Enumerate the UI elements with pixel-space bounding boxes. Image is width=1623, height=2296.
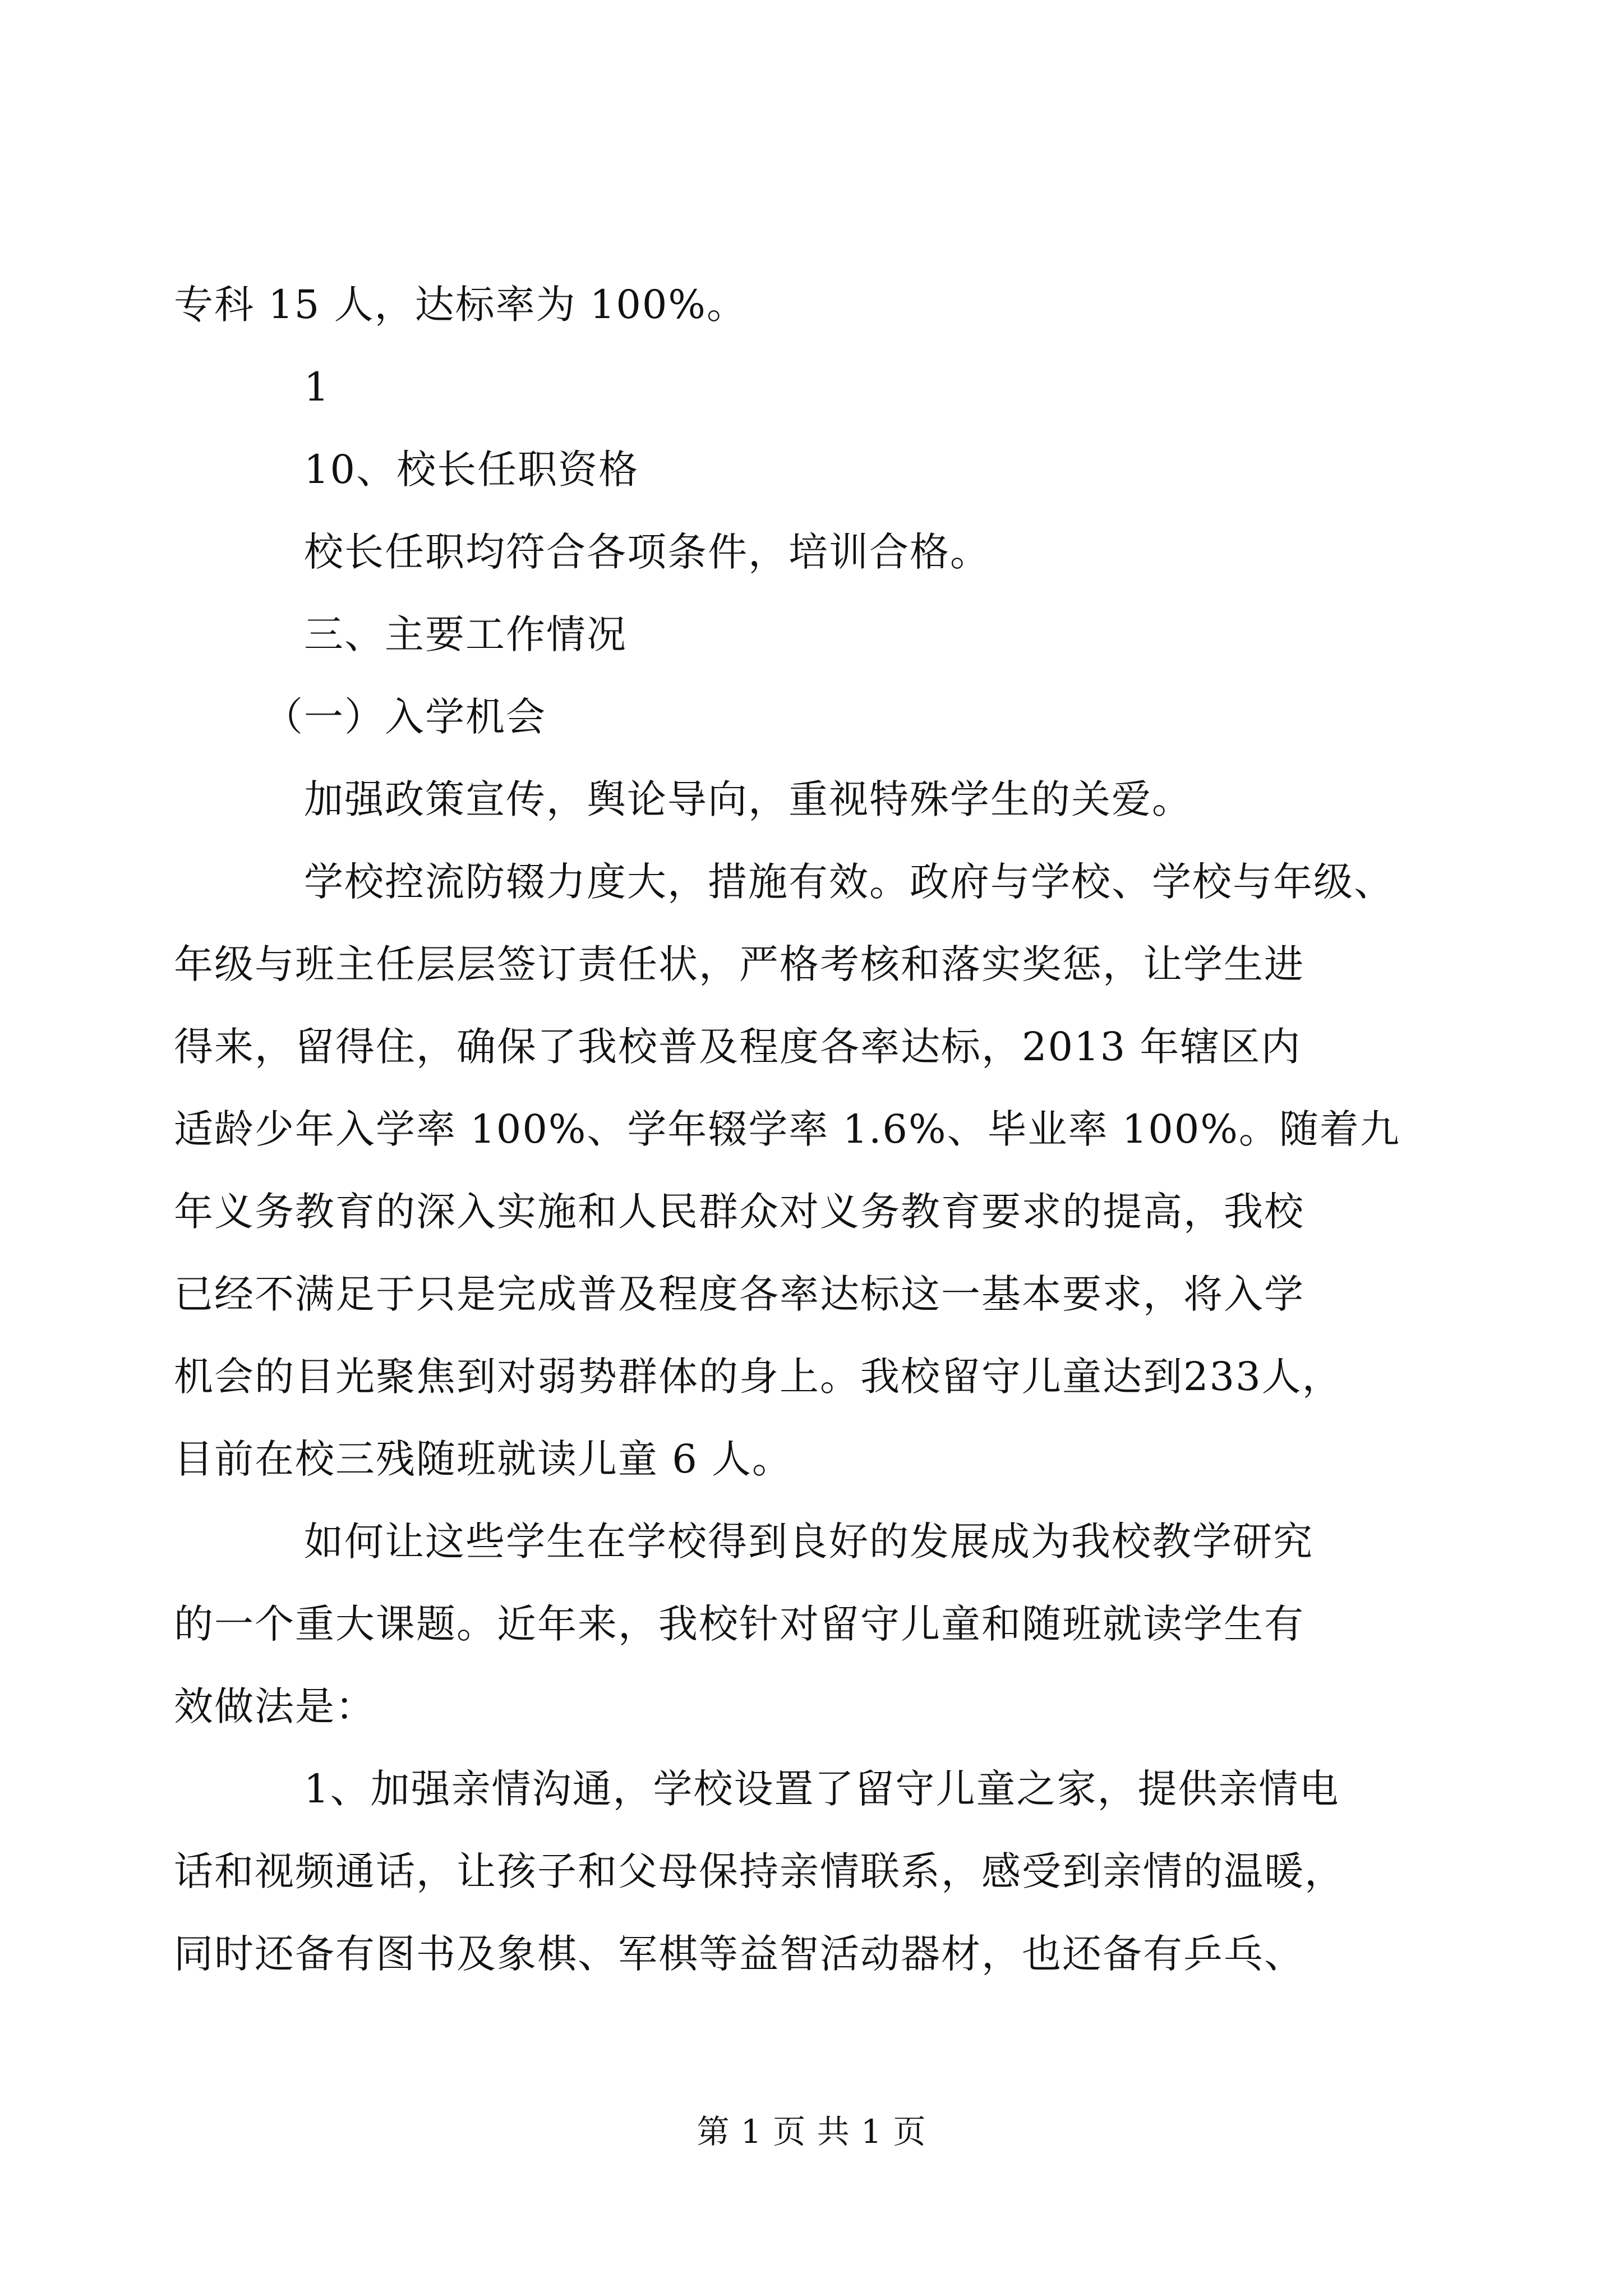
paragraph-family-communication-line-3: 同时还备有图书及象棋、军棋等益智活动器材，也还备有乒乓、 (174, 1931, 1304, 1977)
paragraph-family-communication-line-1: 1、加强亲情沟通，学校设置了留守儿童之家，提供亲情电 (304, 1766, 1340, 1812)
paragraph-dropout-control-line-5: 年义务教育的深入实施和人民群众对义务教育要求的提高，我校 (174, 1189, 1304, 1235)
page-number-marker: 1 (304, 364, 330, 410)
paragraph-research-topic-line-3: 效做法是： (174, 1683, 376, 1729)
paragraph-dropout-control-line-1: 学校控流防辍力度大，措施有效。政府与学校、学校与年级、 (304, 859, 1394, 905)
paragraph-principal-qualification: 校长任职均符合各项条件，培训合格。 (304, 529, 990, 575)
section-heading-main-work: 三、主要工作情况 (304, 611, 627, 657)
subsection-heading-enrollment: （一）入学机会 (264, 694, 546, 740)
text-line-1: 专科 15 人，达标率为 100%。 (174, 282, 747, 328)
paragraph-dropout-control-line-4: 适龄少年入学率 100%、学年辍学率 1.6%、毕业率 100%。随着九 (174, 1106, 1400, 1152)
paragraph-dropout-control-line-6: 已经不满足于只是完成普及程度各率达标这一基本要求，将入学 (174, 1271, 1304, 1317)
paragraph-policy-promotion: 加强政策宣传，舆论导向，重视特殊学生的关爱。 (304, 776, 1192, 822)
paragraph-dropout-control-line-2: 年级与班主任层层签订责任状，严格考核和落实奖惩，让学生进 (174, 941, 1304, 987)
paragraph-research-topic-line-1: 如何让这些学生在学校得到良好的发展成为我校教学研究 (304, 1519, 1313, 1565)
paragraph-research-topic-line-2: 的一个重大课题。近年来，我校针对留守儿童和随班就读学生有 (174, 1601, 1304, 1647)
paragraph-family-communication-line-2: 话和视频通话，让孩子和父母保持亲情联系，感受到亲情的温暖， (174, 1848, 1345, 1894)
paragraph-dropout-control-line-7: 机会的目光聚焦到对弱势群体的身上。我校留守儿童达到233人， (174, 1354, 1343, 1400)
document-body (174, 264, 1430, 1995)
paragraph-dropout-control-line-3: 得来，留得住，确保了我校普及程度各率达标，2013 年辖区内 (174, 1024, 1302, 1070)
paragraph-dropout-control-line-8: 目前在校三残随班就读儿童 6 人。 (174, 1436, 793, 1482)
page-footer: 第 1 页 共 1 页 (697, 2113, 926, 2151)
section-heading-principal-qualification: 10、校长任职资格 (304, 447, 639, 493)
